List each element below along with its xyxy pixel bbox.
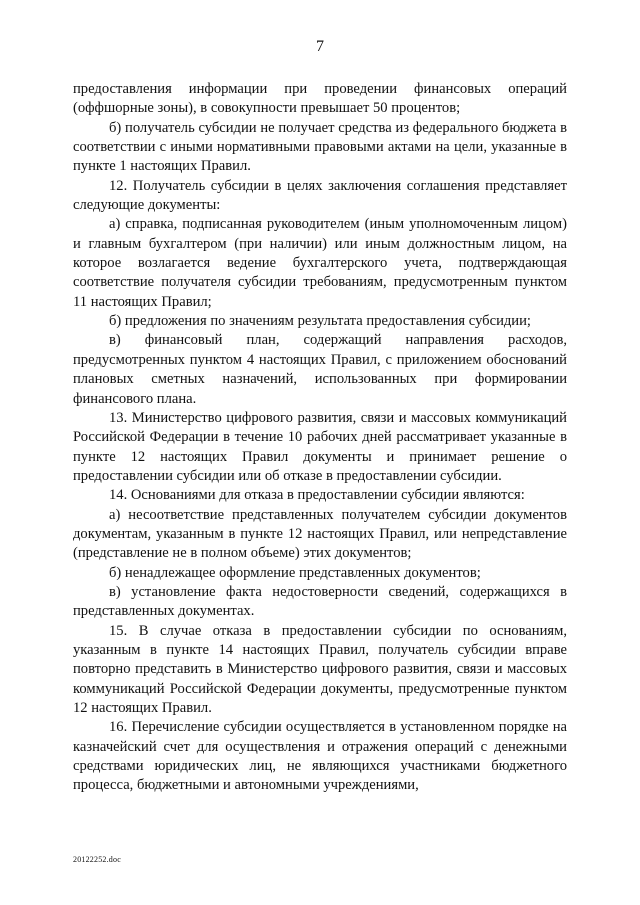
paragraph-clause-13: 13. Министерство цифрового развития, связи и массовых коммуникаций Российской Федерации в течение 10 рабочих дней рассматривает указанные в пункте 12 настоящих Правил документы и принимает решение о предоставлении субсидии или об отказе в предоставлении субсидии. <box>73 409 567 484</box>
paragraph-clause-14-item-b: б) ненадлежащее оформление представленных документов; <box>109 564 481 581</box>
document-body <box>73 80 567 796</box>
paragraph-clause-12-item-a: а) справка, подписанная руководителем (иным уполномоченным лицом) и главным бухгалтером (при наличии) или иным должностным лицом, на которое возлагается ведение бухгалтерского учета, подтверждающая соответствие получателя субсидии требованиям, предусмотренным пунктом 11 настоящих Правил; <box>73 216 567 310</box>
paragraph-clause-15: 15. В случае отказа в предоставлении субсидии по основаниям, указанным в пункте 14 настоящих Правил, получатель субсидии вправе повторно представить в Министерство цифрового развития, связи и массовых коммуникаций Российской Федерации документы, предусмотренные пунктом 12 настоящих Правил. <box>73 622 567 716</box>
paragraph-clause-14-item-c: в) установление факта недостоверности сведений, содержащихся в представленных документах. <box>73 583 567 620</box>
footer-file-name: 20122252.doc <box>73 855 121 864</box>
paragraph-clause-12: 12. Получатель субсидии в целях заключения соглашения представляет следующие документы: <box>73 177 567 214</box>
paragraph-clause-12-item-c: в) финансовый план, содержащий направления расходов, предусмотренных пунктом 4 настоящих Правил, с приложением обоснований плановых сметных назначений, использованных при формировании финансового плана. <box>73 332 567 407</box>
paragraph-clause-12-item-b: б) предложения по значениям результата предоставления субсидии; <box>109 313 531 330</box>
paragraph-item-b-federal-funds: б) получатель субсидии не получает средства из федерального бюджета в соответствии с иными нормативными правовыми актами на цели, указанные в пункте 1 настоящих Правил. <box>73 119 567 175</box>
paragraph-clause-14-item-a: а) несоответствие представленных получателем субсидии документов документам, указанным в пункте 12 настоящих Правил, или непредставление (представление не в полном объеме) этих документов; <box>73 506 567 562</box>
page-number: 7 <box>316 38 324 55</box>
paragraph-clause-16: 16. Перечисление субсидии осуществляется в установленном порядке на казначейский счет для осуществления и отражения операций с денежными средствами юридических лиц, не являющихся участниками бюджетного процесса, бюджетными и автономными учреждениями, <box>73 719 567 794</box>
paragraph-clause-14: 14. Основаниями для отказа в предоставлении субсидии являются: <box>109 487 525 504</box>
paragraph-oﬀshore-continuation: предоставления информации при проведении финансовых операций (оффшорные зоны), в совокупности превышает 50 процентов; <box>73 81 567 117</box>
